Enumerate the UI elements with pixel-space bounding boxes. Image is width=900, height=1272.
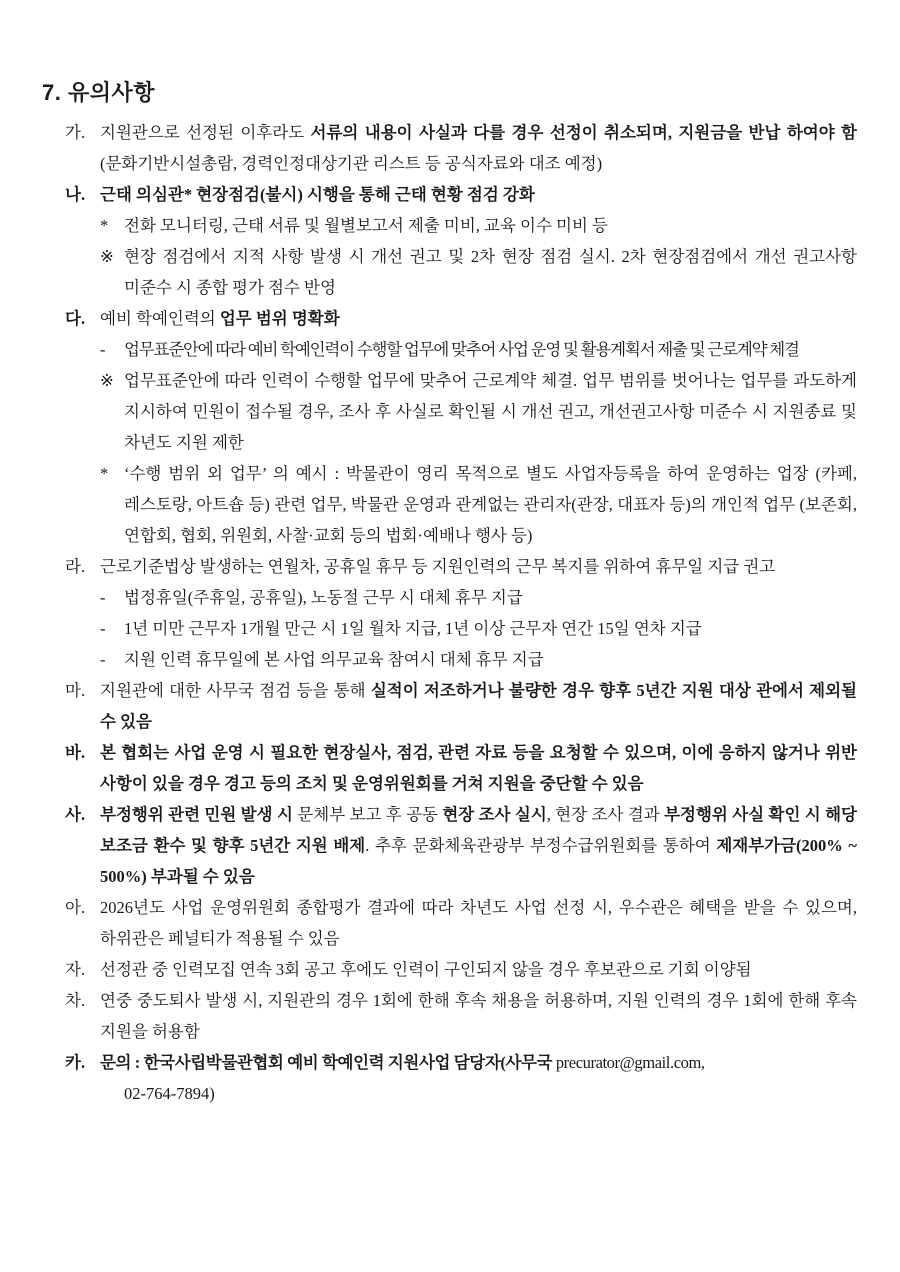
text-run: 본 협회는 사업 운영 시 필요한 현장실사, 점검, 관련 자료 등을 요청할 수 있으며, 이에 응하지 않거나 위반 사항이 있을 경우 경고 등의 조치 및 운영위원회를 거쳐 지원을 중단할 수 있음 [100,743,857,793]
text-run: 근태 의심관* 현장점검(불시) 시행을 통해 근태 현황 점검 강화 [100,185,535,204]
text-run: 법정휴일(주휴일, 공휴일), 노동절 근무 시 대체 휴무 지급 [124,588,523,607]
item-body [100,179,857,303]
item-marker: 마. [65,681,86,700]
sub-item-marker: ※ [100,371,114,390]
item-text [100,985,857,1047]
list-item [65,1047,857,1109]
sub-item-text [124,1078,857,1109]
sub-item-text [124,458,857,551]
item-marker: 자. [65,960,86,979]
list-item [65,117,857,179]
text-run: 부정행위 관련 민원 발생 시 [100,805,298,824]
sub-item-marker: * [100,464,109,483]
sub-item-marker: ※ [100,247,114,266]
item-marker: 사. [65,805,86,824]
text-run: 업무표준안에 따라 예비 학예인력이 수행할 업무에 맞추어 사업 운영 및 활용계획서 제출 및 근로계약 체결 [124,340,799,359]
sub-item-text [124,613,857,644]
text-run: 지원관으로 선정된 이후라도 [100,123,311,142]
text-run: 02-764-7894) [124,1084,215,1103]
sub-item [100,644,857,675]
item-marker: 아. [65,898,86,917]
item-marker: 나. [65,185,86,204]
text-run: precurator@gmail.com [555,1053,701,1072]
text-run: . 추후 문화체육관광부 부정수급위원회를 통하여 [365,836,717,855]
item-text [100,892,857,954]
sub-item-text [124,582,857,613]
sub-item [100,1078,857,1109]
items-container [0,106,900,1109]
sub-item-text [124,334,857,365]
item-body [100,675,857,737]
item-body [100,551,857,675]
text-run: 업무표준안에 따라 인력이 수행할 업무에 맞추어 근로계약 체결. 업무 범위를 벗어나는 업무를 과도하게 지시하여 민원이 접수될 경우, 조사 후 사실로 확인될 시 개선 권고, 개선권고사항 미준수 시 지원종료 및 차년도 지원 제한 [124,371,857,452]
item-marker: 다. [65,309,86,328]
item-text [100,954,857,985]
item-text [100,737,857,799]
list-item [65,799,857,892]
item-body [100,799,857,892]
item-marker: 라. [65,557,86,576]
text-run: 현장 조사 실시 [442,805,547,824]
sub-item [100,334,857,365]
list-item [65,954,857,985]
text-run: 제재부가금(200% ~ 500%) 부과될 수 있음 [100,836,858,886]
list-item [65,179,857,303]
sub-item-marker: - [100,588,106,607]
item-marker: 카. [65,1053,86,1072]
item-body [100,737,857,799]
sub-item-marker: - [100,619,106,638]
text-run: 연중 중도퇴사 발생 시, 지원관의 경우 1회에 한해 후속 채용을 허용하며, 지원 인력의 경우 1회에 한해 후속 지원을 허용함 [100,991,857,1041]
sub-item [100,613,857,644]
item-body [100,954,857,985]
text-run: ‘수행 범위 외 업무’ 의 예시 : 박물관이 영리 목적으로 별도 사업자등록을 하여 운영하는 업장 (카페, 레스토랑, 아트숍 등) 관련 업무, 박물관 운영과 관계없는 관리자(관장, 대표자 등)의 개인적 업무 (보존회, 연합회, 협회, 위원회, 사찰·교회 등의 법회·예배나 행사 등) [124,464,857,545]
text-run: , 현장 조사 결과 [546,805,665,824]
list-item [65,985,857,1047]
text-run: 선정관 중 인력모집 연속 3회 공고 후에도 인력이 구인되지 않을 경우 후보관으로 기회 이양됨 [100,960,752,979]
item-body [100,1047,857,1109]
item-body [100,985,857,1047]
item-marker: 가. [65,123,86,142]
item-text [100,799,857,892]
sub-item-text [124,365,857,458]
item-text [100,117,857,179]
sub-item-marker: - [100,650,106,669]
item-marker: 바. [65,743,86,762]
item-text [100,551,857,582]
item-text [100,1047,857,1078]
sub-item [100,365,857,458]
list-item [65,737,857,799]
text-run: 문체부 보고 후 공동 [297,805,443,824]
list-item [65,551,857,675]
item-text [100,179,857,210]
sub-item-text [124,210,857,241]
sub-item [100,241,857,303]
sub-item [100,458,857,551]
list-item [65,675,857,737]
item-body [100,117,857,179]
page-title: 7. 유의사항 [42,80,155,105]
item-marker: 차. [65,991,86,1010]
text-run: 예비 학예인력의 [100,309,220,328]
sub-item [100,210,857,241]
sub-item [100,582,857,613]
text-run: 문의 : 한국사립박물관협회 예비 학예인력 지원사업 담당자(사무국 [100,1053,556,1072]
sub-item-marker: * [100,216,109,235]
sub-item-text [124,644,857,675]
text-run: 실적이 저조하거나 불량한 경우 향후 5년간 지원 대상 관에서 제외될 수 있음 [100,681,857,731]
text-run: , [700,1053,705,1072]
item-body [100,303,857,551]
item-body [100,892,857,954]
text-run: 2026년도 사업 운영위원회 종합평가 결과에 따라 차년도 사업 선정 시, 우수관은 혜택을 받을 수 있으며, 하위관은 페널티가 적용될 수 있음 [100,898,857,948]
list-item [65,892,857,954]
sub-item-marker: - [100,340,106,359]
item-text [100,303,857,334]
text-run: 부정행위 사실 확인 시 해당 보조금 환수 및 향후 5년간 지원 배제 [100,805,857,855]
text-run: 전화 모니터링, 근태 서류 및 월별보고서 제출 미비, 교육 이수 미비 등 [124,216,608,235]
text-run: 지원 인력 휴무일에 본 사업 의무교육 참여시 대체 휴무 지급 [124,650,544,669]
text-run: 1년 미만 근무자 1개월 만근 시 1일 월차 지급, 1년 이상 근무자 연간 15일 연차 지급 [124,619,702,638]
text-run: 현장 점검에서 지적 사항 발생 시 개선 권고 및 2차 현장 점검 실시. 2차 현장점검에서 개선 권고사항 미준수 시 종합 평가 점수 반영 [124,247,857,297]
text-run: 근로기준법상 발생하는 연월차, 공휴일 휴무 등 지원인력의 근무 복지를 위하여 휴무일 지급 권고 [100,557,776,576]
text-run: 지원관에 대한 사무국 점검 등을 통해 [100,681,371,700]
text-run: 업무 범위 명확화 [219,309,340,328]
text-run: (문화기반시설총람, 경력인정대상기관 리스트 등 공식자료와 대조 예정) [100,154,603,173]
item-text [100,675,857,737]
sub-item-text [124,241,857,303]
list-item [65,303,857,551]
text-run: 서류의 내용이 사실과 다를 경우 선정이 취소되며, 지원금을 반납 하여야 함 [310,123,857,142]
